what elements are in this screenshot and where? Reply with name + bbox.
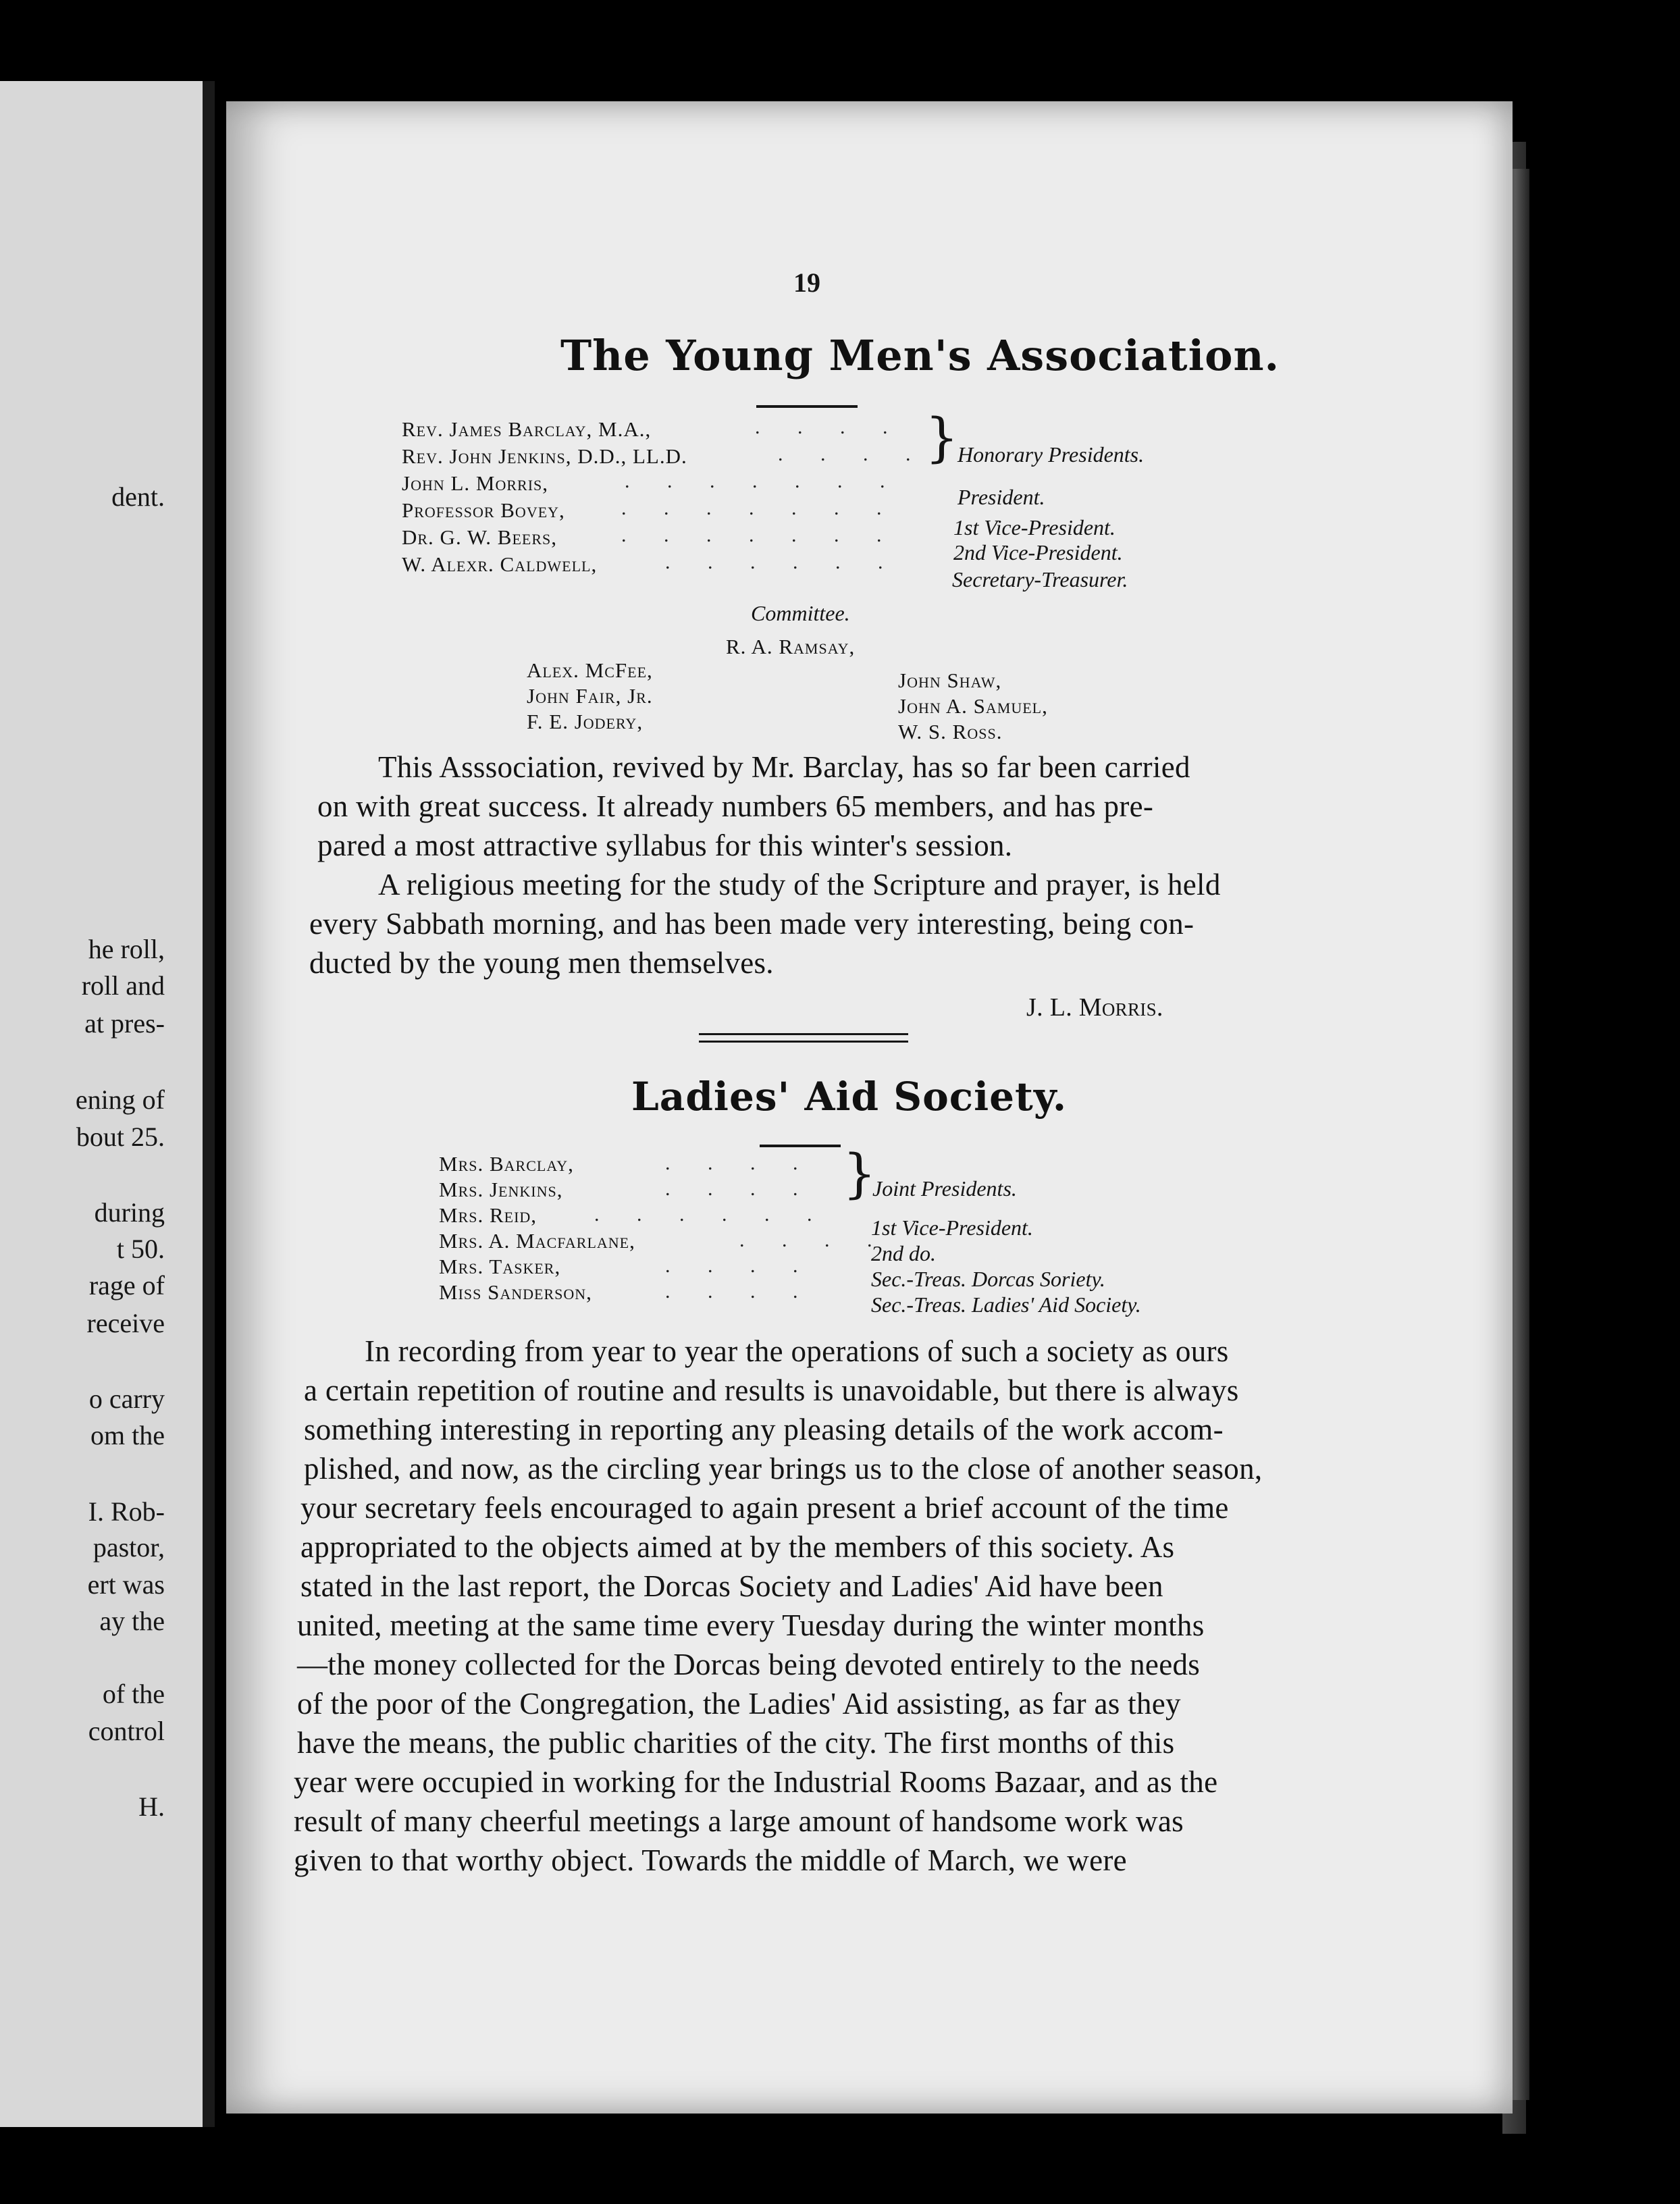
leader-dots: . . . . . .: [594, 1203, 829, 1226]
officer-name: Mrs. A. Macfarlane,: [439, 1229, 635, 1253]
signature: J. L. Morris.: [1026, 993, 1163, 1022]
paragraph-line: This Asssociation, revived by Mr. Barclay, has so far been carried: [378, 750, 1190, 784]
left-fragment: during: [94, 1197, 165, 1228]
paragraph-line: —the money collected for the Dorcas being devoted entirely to the needs: [297, 1648, 1201, 1681]
committee-member: John Fair, Jr.: [527, 684, 653, 708]
officer-role: 1st Vice-President.: [871, 1215, 1033, 1240]
paragraph-line: year were occupied in working for the Industrial Rooms Bazaar, and as the: [294, 1765, 1218, 1799]
committee-member: F. E. Jodery,: [527, 710, 644, 733]
officer-name: Miss Sanderson,: [439, 1280, 592, 1304]
officer-role: Sec.-Treas. Dorcas Soriety.: [871, 1267, 1105, 1291]
leader-dots: . . . .: [665, 1178, 814, 1200]
officer-name: Mrs. Tasker,: [439, 1255, 561, 1278]
brace: }: [925, 408, 959, 469]
left-fragment: ert was: [87, 1569, 165, 1600]
leader-dots: . . . . . . .: [621, 524, 898, 546]
paragraph-line: plished, and now, as the circling year brings us to the close of another season,: [304, 1452, 1263, 1486]
paragraph-line: pared a most attractive syllabus for this winter's session.: [317, 829, 1013, 862]
leader-dots: . . . .: [755, 416, 904, 438]
officer-name: Mrs. Reid,: [439, 1203, 537, 1227]
paragraph-line: a certain repetition of routine and results is unavoidable, but there is always: [304, 1373, 1239, 1407]
brace: }: [843, 1144, 876, 1205]
left-fragment: rage of: [88, 1270, 165, 1301]
officer-name: Dr. G. W. Beers,: [402, 525, 558, 549]
paragraph-line: appropriated to the objects aimed at by the members of this society. As: [300, 1530, 1175, 1564]
paragraph-line: of the poor of the Congregation, the Ladies' Aid assisting, as far as they: [297, 1687, 1181, 1721]
officer-role: Honorary Presidents.: [957, 442, 1145, 467]
officer-name: W. Alexr. Caldwell,: [402, 552, 598, 576]
committee-member: W. S. Ross.: [898, 720, 1003, 743]
section-title-young-mens-association: The Young Men's Association.: [560, 331, 1280, 380]
paragraph-line: every Sabbath morning, and has been made very interesting, being con-: [309, 907, 1195, 941]
left-fragment: I. Rob-: [88, 1496, 165, 1527]
committee-member: Alex. McFee,: [527, 658, 653, 682]
left-fragment: t 50.: [116, 1234, 165, 1264]
officer-name: John L. Morris,: [402, 471, 549, 495]
title-underline: [760, 1145, 841, 1147]
paragraph-line: united, meeting at the same time every Tuesday during the winter months: [297, 1608, 1205, 1642]
paragraph-line: given to that worthy object. Towards the middle of March, we were: [294, 1843, 1127, 1877]
left-fragment: receive: [86, 1308, 165, 1338]
officer-role: 2nd Vice-President.: [953, 540, 1123, 565]
officer-role: Secretary-Treasurer.: [952, 567, 1128, 592]
committee-member: John Shaw,: [898, 668, 1002, 692]
left-fragment: dent.: [111, 481, 165, 512]
paragraph-line: ducted by the young men themselves.: [309, 946, 774, 980]
paragraph-line: your secretary feels encouraged to again present a brief account of the time: [300, 1491, 1229, 1525]
committee-heading: Committee.: [751, 601, 850, 625]
left-fragment: at pres-: [84, 1008, 165, 1039]
leader-dots: . . . .: [665, 1280, 814, 1303]
officer-name: Rev. James Barclay, M.A.,: [402, 417, 652, 441]
section-divider: [699, 1033, 908, 1035]
page-number: 19: [793, 267, 820, 298]
officer-name: Mrs. Jenkins,: [439, 1178, 563, 1201]
left-fragment: ening of: [75, 1084, 165, 1115]
officer-role: 1st Vice-President.: [953, 515, 1115, 540]
committee-member: John A. Samuel,: [898, 694, 1048, 718]
paragraph-line: on with great success. It already numbers 65 members, and has pre-: [317, 789, 1154, 823]
left-fragment: bout 25.: [76, 1122, 165, 1152]
officer-role: Joint Presidents.: [872, 1176, 1017, 1201]
leader-dots: . . . . . .: [665, 551, 899, 573]
left-fragment: H.: [138, 1791, 165, 1822]
paragraph-line: stated in the last report, the Dorcas Society and Ladies' Aid have been: [300, 1569, 1163, 1603]
left-fragment: om the: [90, 1420, 165, 1450]
left-fragment: pastor,: [93, 1532, 165, 1563]
paragraph-line: result of many cheerful meetings a large amount of handsome work was: [294, 1804, 1184, 1838]
left-fragment: of the: [102, 1679, 165, 1709]
committee-member: R. A. Ramsay,: [726, 635, 856, 658]
left-fragment: he roll,: [88, 934, 165, 964]
officer-role: President.: [957, 485, 1045, 509]
leader-dots: . . . .: [778, 443, 927, 465]
officer-role: 2nd do.: [871, 1241, 936, 1265]
officer-name: Rev. John Jenkins, D.D., LL.D.: [402, 444, 687, 468]
section-divider: [699, 1041, 908, 1043]
leader-dots: . . . .: [739, 1229, 889, 1251]
leader-dots: . . . .: [665, 1255, 814, 1277]
leader-dots: . . . . . . .: [621, 497, 898, 519]
section-title-ladies-aid-society: Ladies' Aid Society.: [631, 1074, 1068, 1120]
leader-dots: . . . . . . .: [625, 470, 901, 492]
left-fragment: roll and: [81, 970, 165, 1001]
officer-role: Sec.-Treas. Ladies' Aid Society.: [871, 1292, 1141, 1317]
left-fragment: o carry: [88, 1384, 165, 1414]
paragraph-line: have the means, the public charities of the city. The first months of this: [297, 1726, 1175, 1760]
officer-name: Mrs. Barclay,: [439, 1152, 574, 1176]
left-fragment: control: [88, 1716, 165, 1746]
title-underline: [756, 405, 858, 408]
paragraph-line: something interesting in reporting any pleasing details of the work accom-: [304, 1413, 1224, 1446]
left-fragment: ay the: [99, 1606, 165, 1636]
officer-name: Professor Bovey,: [402, 498, 565, 522]
leader-dots: . . . .: [665, 1152, 814, 1174]
paragraph-line: A religious meeting for the study of the Scripture and prayer, is held: [378, 868, 1221, 901]
previous-page-edge: [0, 81, 215, 2127]
paragraph-line: In recording from year to year the operations of such a society as ours: [365, 1334, 1229, 1368]
